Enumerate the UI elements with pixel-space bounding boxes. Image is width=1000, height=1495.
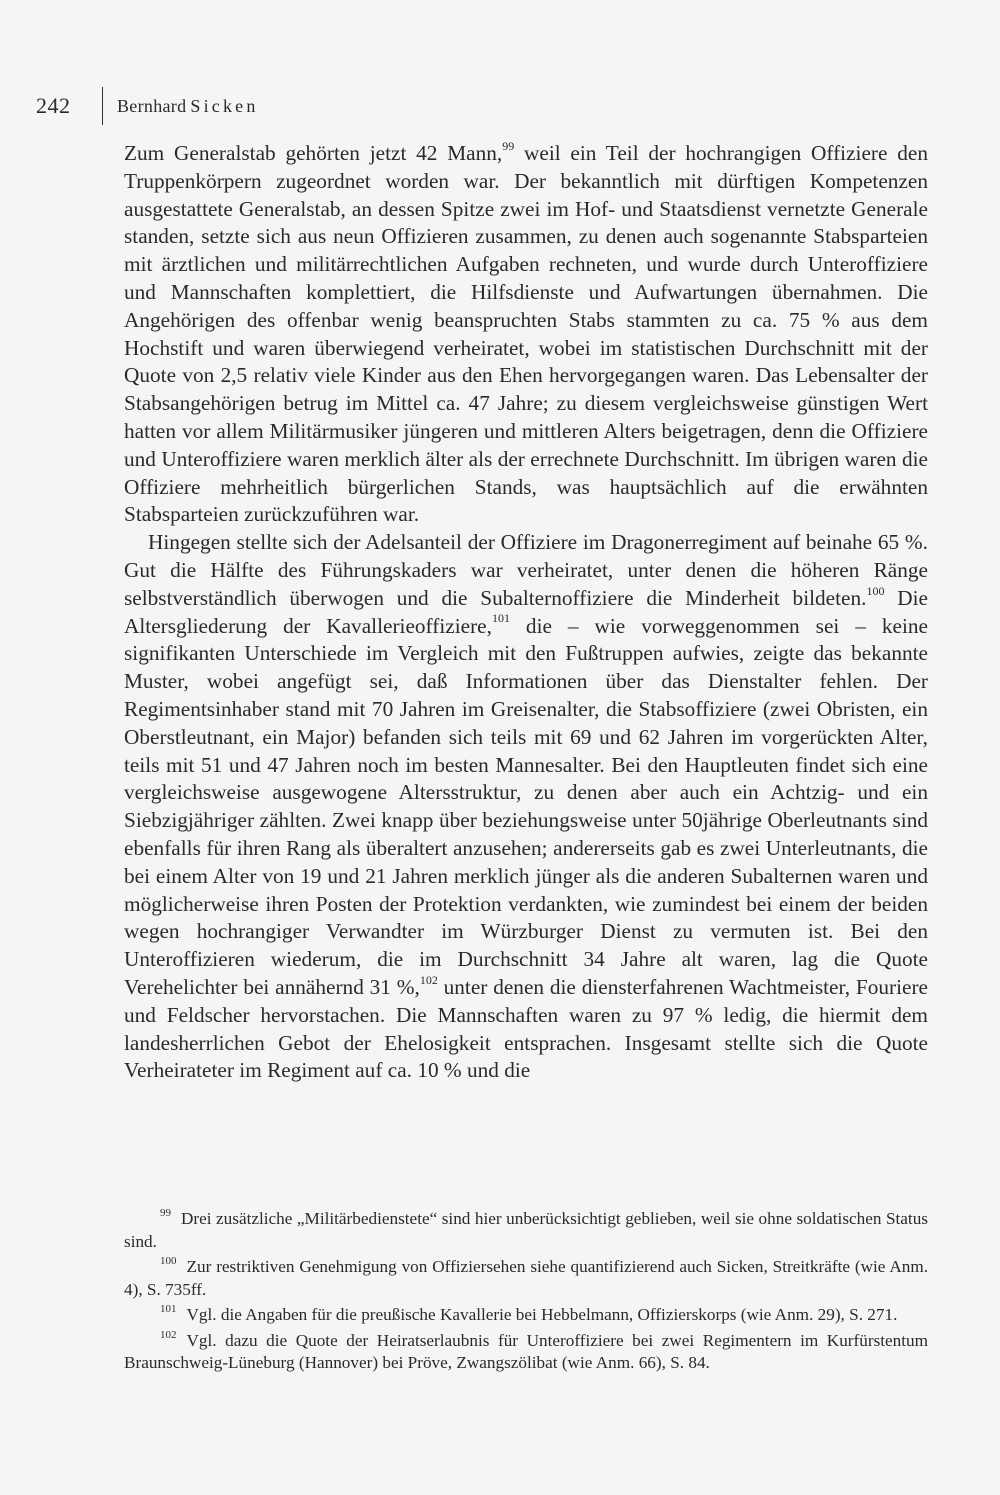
footnote-ref-100[interactable]: 100 bbox=[866, 583, 885, 598]
paragraph-1 bbox=[124, 140, 928, 529]
author-first-name: Bernhard bbox=[117, 95, 187, 116]
main-text bbox=[124, 140, 928, 1085]
footnote-text: Drei zusätzliche „Militärbedienstete“ sind hier unberücksichtigt geblieben, weil sie ohne soldatischen Status sind. bbox=[124, 1209, 928, 1251]
footnote-number: 101 bbox=[160, 1303, 177, 1316]
author-last-name: Sicken bbox=[190, 95, 259, 116]
footnote-ref-99[interactable]: 99 bbox=[502, 138, 515, 153]
paragraph-1-text-a: Zum Generalstab gehörten jetzt 42 Mann, bbox=[124, 141, 503, 165]
footnote-100 bbox=[124, 1256, 928, 1301]
footnote-text: Zur restriktiven Genehmigung von Offiziersehen siehe quantifizierend auch Sicken, Streitkräfte (wie Anm. 4), S. 735ff. bbox=[124, 1257, 928, 1299]
running-header bbox=[36, 86, 259, 126]
footnote-number: 102 bbox=[160, 1328, 177, 1341]
footnote-99 bbox=[124, 1208, 928, 1253]
footnote-text: Vgl. dazu die Quote der Heiratserlaubnis für Unteroffiziere bei zwei Regimentern im Kurfürstentum Braunschweig-Lüneburg (Hannover) bei Pröve, Zwangszölibat (wie Anm. 66), S. 84. bbox=[124, 1330, 928, 1372]
page-number: 242 bbox=[36, 93, 71, 118]
paragraph-2-text-b: Die Altersgliederung der Kavallerieoffiziere, bbox=[124, 585, 929, 638]
header-divider bbox=[102, 87, 103, 125]
footnote-text: Vgl. die Angaben für die preußische Kavallerie bei Hebbelmann, Offizierskorps (wie Anm. 29), S. 271. bbox=[186, 1305, 898, 1324]
paragraph-2-text-c: die – wie vorweggenommen sei – keine signifikanten Unterschiede im Vergleich mit den Fußtruppen aufwies, zeigte das bekannte Muster, wobei angefügt sei, daß Informationen über das Dienstalter fehlen. Der Regimentsinhaber stand mit 70 Jahren im Greisenalter, die Stabsoffiziere (zwei Obristen, ein Oberstleutnant, ein Major) befanden sich teils mit 69 und 62 Jahren im vorgerückten Alter, teils mit 51 und 47 Jahren noch im besten Mannesalter. Bei den Hauptleuten findet sich eine vergleichsweise ausgewogene Altersstruktur, zu denen aber auch ein Achtzig- und ein Siebzigjähriger zählten. Zwei knapp über beziehungsweise unter 50jährige Oberleutnants sind ebenfalls für ihren Rang als überaltert anzusehen; andererseits gab es zwei Unterleutnants, die bei einem Alter von 19 und 21 Jahren merklich jünger als die anderen Subalternen waren und möglicherweise ihren Posten der Protektion verdankten, wie zumindest bei einem der beiden wegen hochrangiger Verwandter im Würzburger Dienst zu vermuten ist. Bei den Unteroffizieren wiederum, die im Durchschnitt 34 Jahre alt waren, lag die Quote Verehelichter bei annähernd 31 %, bbox=[124, 613, 928, 999]
footnote-number: 99 bbox=[160, 1207, 171, 1220]
footnote-ref-102[interactable]: 102 bbox=[419, 972, 438, 987]
paragraph-2-text-a: Hingegen stellte sich der Adelsanteil der Offiziere im Dragonerregiment auf beinahe 65 %. Gut die Hälfte des Führungskaders war verheiratet, unter denen die höheren Ränge selbstverständlich überwogen und die Subalternoffiziere die Minderheit bildeten. bbox=[124, 530, 928, 610]
footnote-number: 100 bbox=[160, 1255, 177, 1268]
paragraph-1-text-b: weil ein Teil der hochrangigen Offiziere den Truppenkörpern zugeordnet worden war. Der bekanntlich mit dürftigen Kompetenzen ausgestattete Generalstab, an dessen Spitze zwei im Hof- und Staatsdienst vernetzte Generale standen, setzte sich aus neun Offizieren zusammen, zu denen auch sogenannte Stabsparteien mit ärztlichen und militärrechtlichen Aufgaben rechneten, und wurde durch Unteroffiziere und Mannschaften komplettiert, die Hilfsdienste und Aufwartungen übernahmen. Die Angehörigen des offenbar wenig beanspruchten Stabs stammten zu ca. 75 % aus dem Hochstift und waren überwiegend verheiratet, wobei im statistischen Durchschnitt mit der Quote von 2,5 relativ viele Kinder aus den Ehen hervorgegangen waren. Das Lebensalter der Stabsangehörigen betrug im Mittel ca. 47 Jahre; zu diesem vergleichsweise günstigen Wert hatten vor allem Militärmusiker jüngeren und mittleren Alters beigetragen, denn die Offiziere und Unteroffiziere waren merklich älter als der errechnete Durchschnitt. Im übrigen waren die Offiziere mehrheitlich bürgerlichen Stands, was hauptsächlich auf die erwähnten Stabsparteien zurückzuführen war. bbox=[124, 141, 928, 527]
footnote-101 bbox=[124, 1304, 928, 1327]
running-head-author bbox=[117, 96, 259, 117]
footnote-ref-101[interactable]: 101 bbox=[491, 611, 510, 626]
footnote-102 bbox=[124, 1330, 928, 1375]
paragraph-2-text-d: unter denen die diensterfahrenen Wachtmeister, Fouriere und Feldscher hervorstachen. Die Mannschaften waren zu 97 % ledig, die hiermit dem landesherrlichen Gebot der Ehelosigkeit entsprachen. Insgesamt stellte sich die Quote Verheirateter im Regiment auf ca. 10 % und die bbox=[124, 974, 928, 1083]
footnotes-section bbox=[124, 1208, 928, 1378]
paragraph-2 bbox=[124, 529, 928, 1085]
